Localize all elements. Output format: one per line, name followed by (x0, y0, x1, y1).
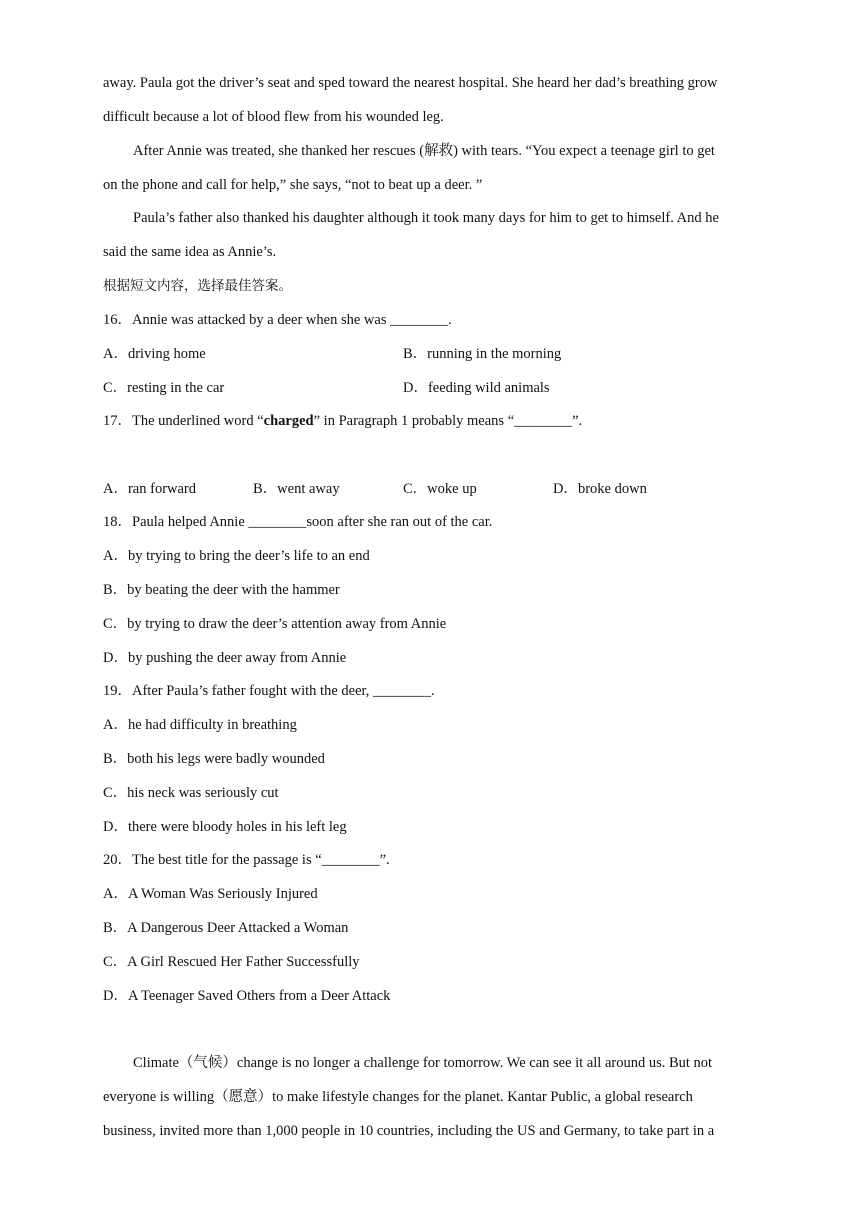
passage2-line: business, invited more than 1,000 people in 10 countries, including the US and Germany, to take part in a (103, 1123, 715, 1139)
question-17-stem-pre: 17．The underlined word “ (103, 413, 264, 429)
q16-option-a: A．driving home (103, 346, 206, 362)
passage-line: said the same idea as Annie’s. (103, 244, 277, 260)
q16-option-c: C．resting in the car (103, 380, 225, 396)
q20-option-d: D．A Teenager Saved Others from a Deer Attack (103, 988, 391, 1004)
q18-option-c: C．by trying to draw the deer’s attention away from Annie (103, 616, 447, 632)
q17-option-d: D．broke down (553, 481, 647, 497)
q19-option-d: D．there were bloody holes in his left leg (103, 819, 347, 835)
q18-option-b: B．by beating the deer with the hammer (103, 582, 340, 598)
passage-line: on the phone and call for help,” she says, “not to beat up a deer. ” (103, 177, 483, 193)
q16-option-b: B．running in the morning (403, 346, 562, 362)
instruction-text: 根据短文内容，选择最佳答案。 (103, 278, 292, 294)
passage2-line: Climate（气候）change is no longer a challenge for tomorrow. We can see it all around us. But not (133, 1055, 713, 1071)
passage-line: Paula’s father also thanked his daughter although it took many days for him to get to himself. And he (133, 210, 719, 226)
q19-option-c: C．his neck was seriously cut (103, 785, 279, 801)
question-16-stem: 16．Annie was attacked by a deer when she was ________. (103, 312, 452, 328)
passage-line: difficult because a lot of blood flew from his wounded leg. (103, 109, 444, 125)
q18-option-d: D．by pushing the deer away from Annie (103, 650, 347, 666)
q19-option-a: A．he had difficulty in breathing (103, 717, 297, 733)
q17-option-c: C．woke up (403, 481, 477, 497)
question-17-stem-post: ” in Paragraph 1 probably means “________”. (313, 413, 583, 429)
q19-option-b: B．both his legs were badly wounded (103, 751, 325, 767)
q20-option-b: B．A Dangerous Deer Attacked a Woman (103, 920, 349, 936)
q17-option-a: A．ran forward (103, 481, 197, 497)
q20-option-a: A．A Woman Was Seriously Injured (103, 886, 318, 902)
q16-option-d: D．feeding wild animals (403, 380, 550, 396)
passage-line: After Annie was treated, she thanked her rescues (解救) with tears. “You expect a teenage girl to get (133, 143, 715, 159)
question-18-stem: 18．Paula helped Annie ________soon after she ran out of the car. (103, 514, 493, 530)
q18-option-a: A．by trying to bring the deer’s life to an end (103, 548, 370, 564)
q20-option-c: C．A Girl Rescued Her Father Successfully (103, 954, 360, 970)
question-20-stem: 20．The best title for the passage is “________”. (103, 852, 390, 868)
question-19-stem: 19．After Paula’s father fought with the deer, ________. (103, 683, 435, 699)
q17-option-b: B．went away (253, 481, 340, 497)
passage2-line: everyone is willing（愿意）to make lifestyle changes for the planet. Kantar Public, a global research (103, 1089, 693, 1105)
passage-line: away. Paula got the driver’s seat and sped toward the nearest hospital. She heard her dad’s breathing grow (103, 75, 718, 91)
question-17-keyword: charged (263, 413, 314, 429)
question-17-stem (103, 411, 582, 431)
